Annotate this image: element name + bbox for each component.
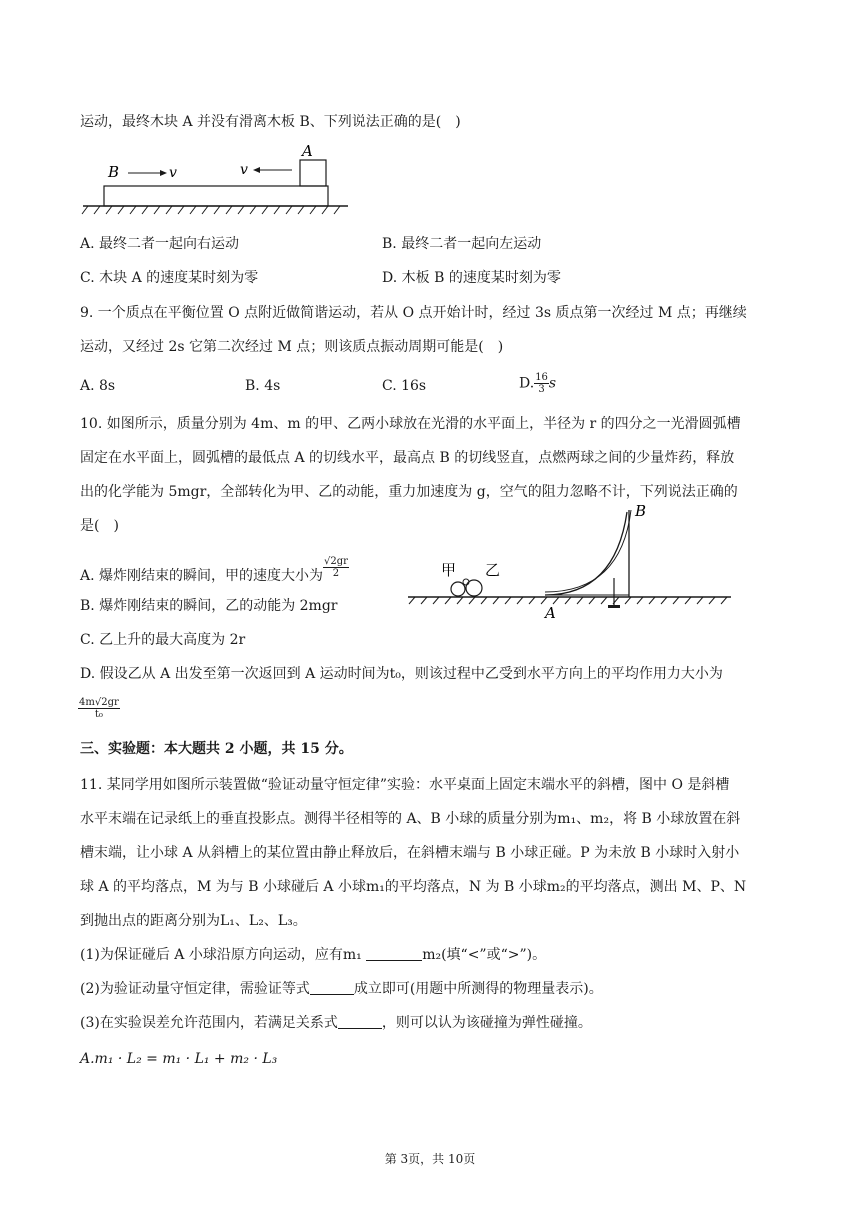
q11-part-2	[80, 979, 603, 999]
label-a: A	[302, 142, 313, 160]
q9-option-a: A. 8s	[80, 378, 116, 394]
fraction-numerator: 16	[535, 372, 548, 383]
q10-option-a-text: A. 爆炸刚结束的瞬间，甲的速度大小为	[80, 568, 324, 584]
q11-stem-line2: 水平末端在记录纸上的垂直投影点。测得半径相等的 A、B 小球的质量分别为m₁、m₂，将 B 小球放置在斜	[80, 811, 741, 827]
q9-option-c: C. 16s	[382, 378, 427, 394]
label-a: A	[545, 604, 556, 622]
ball-yi	[466, 580, 482, 596]
q9-option-d-fraction	[534, 372, 549, 395]
question-8-stem-end: 运动，最终木块 A 并没有滑离木板 B、下列说法正确的是( )	[80, 114, 461, 130]
fraction-numerator: √2gr	[324, 556, 348, 567]
ground-hatch	[82, 206, 340, 214]
label-jia: 甲	[441, 561, 457, 579]
q11-part-1	[80, 945, 546, 965]
q10-stem-line4: 是( )	[80, 518, 119, 534]
page-footer: 第 3页，共 10页	[384, 1152, 476, 1166]
arc-groove-inner	[545, 512, 627, 595]
question-10-figure	[405, 500, 735, 625]
q11-part-1-text-end: m₂(填“<”或“>”)。	[422, 947, 547, 963]
q11-part-2-text: (2)为验证动量守恒定律，需验证等式	[80, 981, 310, 997]
block-a	[300, 160, 326, 186]
q11-option-a: A.m₁ · L₂ = m₁ · L₁ + m₂ · L₃	[80, 1051, 278, 1067]
q10-option-b: B. 爆炸刚结束的瞬间，乙的动能为 2mgr	[80, 598, 338, 614]
q11-part-3	[80, 1013, 592, 1033]
q11-part-1-text: (1)为保证碰后 A 小球沿原方向运动，应有m₁	[80, 947, 367, 963]
q10-option-d-fraction	[78, 697, 120, 720]
q11-part-3-text: (3)在实验误差允许范围内，若满足关系式	[80, 1015, 338, 1031]
q9-option-d-prefix: D.	[519, 375, 535, 392]
q11-part-2-text-end: 成立即可(用题中所测得的物理量表示)。	[353, 981, 603, 997]
q10-option-c: C. 乙上升的最大高度为 2r	[80, 632, 246, 648]
question-8-figure	[80, 140, 355, 215]
q10-option-d-line1: D. 假设乙从 A 出发至第一次返回到 A 运动时间为t₀，则该过程中乙受到水平方向上的平均作用力大小为	[80, 666, 723, 682]
q9-option-b: B. 4s	[245, 378, 281, 394]
answer-blank[interactable]	[366, 948, 422, 961]
q9-option-d	[519, 372, 556, 395]
q10-option-a-fraction	[323, 556, 349, 579]
q8-option-b: B. 最终二者一起向左运动	[382, 236, 542, 252]
answer-blank[interactable]	[338, 1016, 382, 1029]
ball-jia	[451, 582, 465, 596]
answer-blank[interactable]	[310, 982, 354, 995]
fraction-denominator: 2	[332, 568, 340, 579]
fraction-denominator: t₀	[94, 709, 103, 720]
label-v-left: v	[240, 162, 248, 178]
label-yi: 乙	[485, 561, 501, 579]
q9-stem-line1: 9. 一个质点在平衡位置 O 点附近做简谐运动，若从 O 点开始计时，经过 3s 质点第一次经过 M 点；再继续	[80, 305, 747, 321]
q10-stem-line2: 固定在水平面上，圆弧槽的最低点 A 的切线水平，最高点 B 的切线竖直，点燃两球之间的少量炸药，释放	[80, 450, 735, 466]
q8-option-a: A. 最终二者一起向右运动	[80, 236, 240, 252]
q11-stem-line1: 11. 某同学用如图所示装置做“验证动量守恒定律”实验：水平桌面上固定末端水平的斜槽，图中 O 是斜槽	[80, 777, 730, 793]
label-b: B	[635, 502, 647, 520]
label-v-right: v	[169, 165, 177, 181]
support-base	[608, 605, 620, 608]
q11-stem-line3: 槽末端，让小球 A 从斜槽上的某位置由静止释放后，在斜槽末端与 B 小球正碰。P 为未放 B 小球时入射小	[80, 845, 740, 861]
ground-hatch	[409, 597, 727, 604]
q8-option-c: C. 木块 A 的速度某时刻为零	[80, 270, 259, 286]
fraction-numerator: 4m√2gr	[79, 697, 119, 708]
board-b	[104, 186, 328, 206]
section-3-heading: 三、实验题：本大题共 2 小题，共 15 分。	[80, 741, 353, 757]
label-b: B	[108, 163, 120, 181]
q10-stem-line3: 出的化学能为 5mgr，全部转化为甲、乙的动能，重力加速度为 g，空气的阻力忽略不计，下列说法正确的	[80, 484, 738, 500]
q9-option-d-unit: s	[548, 375, 557, 392]
arc-groove-outer	[545, 510, 631, 592]
q8-option-d: D. 木板 B 的速度某时刻为零	[382, 270, 561, 286]
q10-option-a	[80, 556, 349, 586]
q10-stem-line1: 10. 如图所示，质量分别为 4m、m 的甲、乙两小球放在光滑的水平面上，半径为 r 的四分之一光滑圆弧槽	[80, 416, 741, 432]
q11-stem-line4: 球 A 的平均落点，M 为与 B 小球碰后 A 小球m₁的平均落点，N 为 B 小球m₂的平均落点，测出 M、P、N	[80, 879, 747, 895]
q11-part-3-text-end: ，则可以认为该碰撞为弹性碰撞。	[381, 1015, 592, 1031]
q11-stem-line5: 到抛出点的距离分别为L₁、L₂、L₃。	[80, 913, 307, 929]
fraction-denominator: 3	[538, 384, 545, 395]
q9-stem-line2: 运动，又经过 2s 它第二次经过 M 点；则该质点振动周期可能是( )	[80, 339, 504, 355]
